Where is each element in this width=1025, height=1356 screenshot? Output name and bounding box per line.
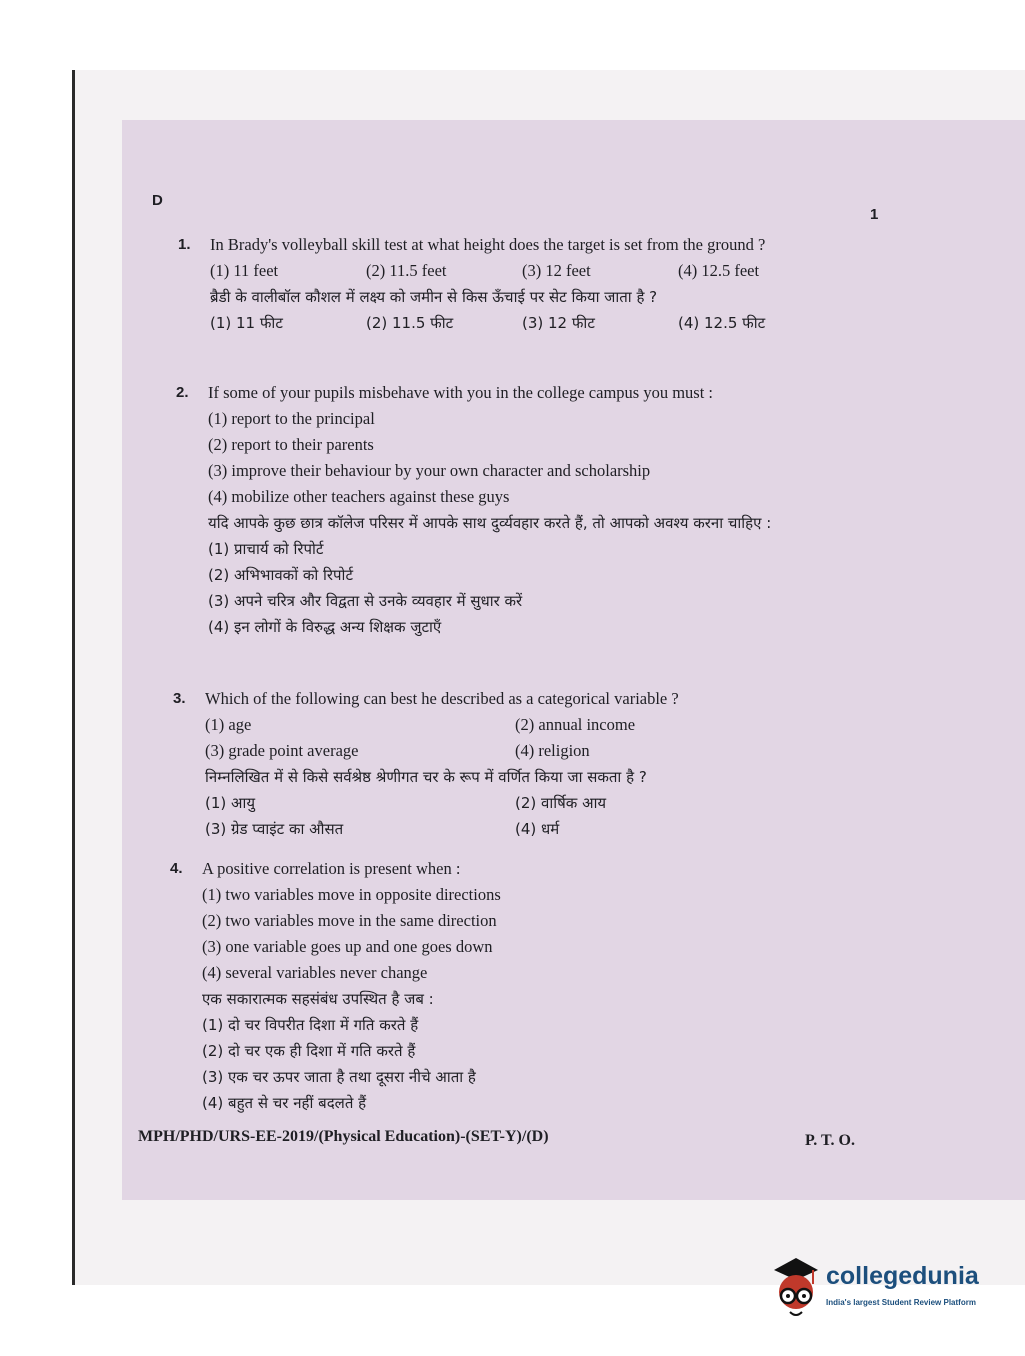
question-number: 3.	[173, 690, 186, 707]
option: (1) report to the principal	[208, 409, 375, 428]
question-1	[178, 232, 870, 336]
option: (4) बहुत से चर नहीं बदलते हैं	[202, 1094, 367, 1112]
option: (4) 12.5 फीट	[678, 314, 766, 332]
option: (2) अभिभावकों को रिपोर्ट	[208, 566, 354, 584]
question-text-en: Which of the following can best he described as a categorical variable ?	[205, 689, 679, 708]
question-number: 2.	[176, 384, 189, 401]
options-hi	[205, 790, 835, 842]
brand-tagline: India's largest Student Review Platform	[826, 1298, 976, 1307]
option: (2) वार्षिक आय	[515, 794, 607, 812]
option: (1) प्राचार्य को रिपोर्ट	[208, 540, 324, 558]
brand-name: collegedunia	[826, 1262, 979, 1290]
option: (2) report to their parents	[208, 435, 374, 454]
option: (2) annual income	[515, 715, 636, 734]
question-text-en: A positive correlation is present when :	[202, 859, 461, 878]
option: (1) दो चर विपरीत दिशा में गति करते हैं	[202, 1016, 419, 1034]
question-text-hi: ब्रैडी के वालीबॉल कौशल में लक्ष्य को जमीन से किस ऊँचाई पर सेट किया जाता है ?	[210, 288, 658, 306]
mascot-icon	[768, 1252, 824, 1322]
options-en	[210, 258, 870, 284]
option: (1) आयु	[205, 794, 256, 812]
option: (4) several variables never change	[202, 963, 428, 982]
question-text-en: In Brady's volleyball skill test at what height does the target is set from the ground ?	[210, 235, 766, 254]
option: (2) 11.5 feet	[366, 261, 447, 280]
option: (4) इन लोगों के विरुद्ध अन्य शिक्षक जुटाएँ	[208, 618, 442, 636]
option: (3) 12 feet	[522, 261, 591, 280]
page-number: 1	[870, 206, 879, 223]
option: (2) two variables move in the same direction	[202, 911, 497, 930]
option: (4) mobilize other teachers against these guys	[208, 487, 510, 506]
option: (3) one variable goes up and one goes down	[202, 937, 493, 956]
question-text-hi: यदि आपके कुछ छात्र कॉलेज परिसर में आपके साथ दुर्व्यवहार करते हैं, तो आपको अवश्य करना चाहिए :	[208, 514, 772, 532]
question-text-en: If some of your pupils misbehave with you in the college campus you must :	[208, 383, 713, 402]
option: (4) religion	[515, 741, 590, 760]
option: (4) 12.5 feet	[678, 261, 760, 280]
option: (2) 11.5 फीट	[366, 314, 454, 332]
option: (2) दो चर एक ही दिशा में गति करते हैं	[202, 1042, 416, 1060]
options-en	[205, 712, 835, 764]
collegedunia-watermark	[768, 1252, 1008, 1322]
options-hi	[210, 310, 870, 336]
option: (3) अपने चरित्र और विद्वता से उनके व्यवहार में सुधार करें	[208, 592, 523, 610]
option: (3) grade point average	[205, 741, 359, 760]
option: (3) ग्रेड प्वाइंट का औसत	[205, 820, 344, 838]
option: (1) 11 फीट	[210, 314, 283, 332]
question-text-hi: निम्नलिखित में से किसे सर्वश्रेष्ठ श्रेणीगत चर के रूप में वर्णित किया जा सकता है ?	[205, 768, 647, 786]
question-number: 1.	[178, 236, 191, 253]
question-text-hi: एक सकारात्मक सहसंबंध उपस्थित है जब :	[202, 990, 434, 1008]
question-2	[176, 380, 868, 640]
option: (3) 12 फीट	[522, 314, 595, 332]
question-number: 4.	[170, 860, 183, 877]
exam-code: MPH/PHD/URS-EE-2019/(Physical Education)-(SET-Y)/(D)	[138, 1128, 549, 1145]
set-letter: D	[152, 192, 163, 209]
option: (3) improve their behaviour by your own character and scholarship	[208, 461, 651, 480]
option: (3) एक चर ऊपर जाता है तथा दूसरा नीचे आता है	[202, 1068, 476, 1086]
question-4	[170, 856, 501, 1116]
option: (4) धर्म	[515, 820, 560, 838]
option: (1) two variables move in opposite directions	[202, 885, 501, 904]
pto-label: P. T. O.	[805, 1132, 855, 1149]
question-3	[173, 686, 835, 842]
option: (1) 11 feet	[210, 261, 279, 280]
option: (1) age	[205, 715, 252, 734]
